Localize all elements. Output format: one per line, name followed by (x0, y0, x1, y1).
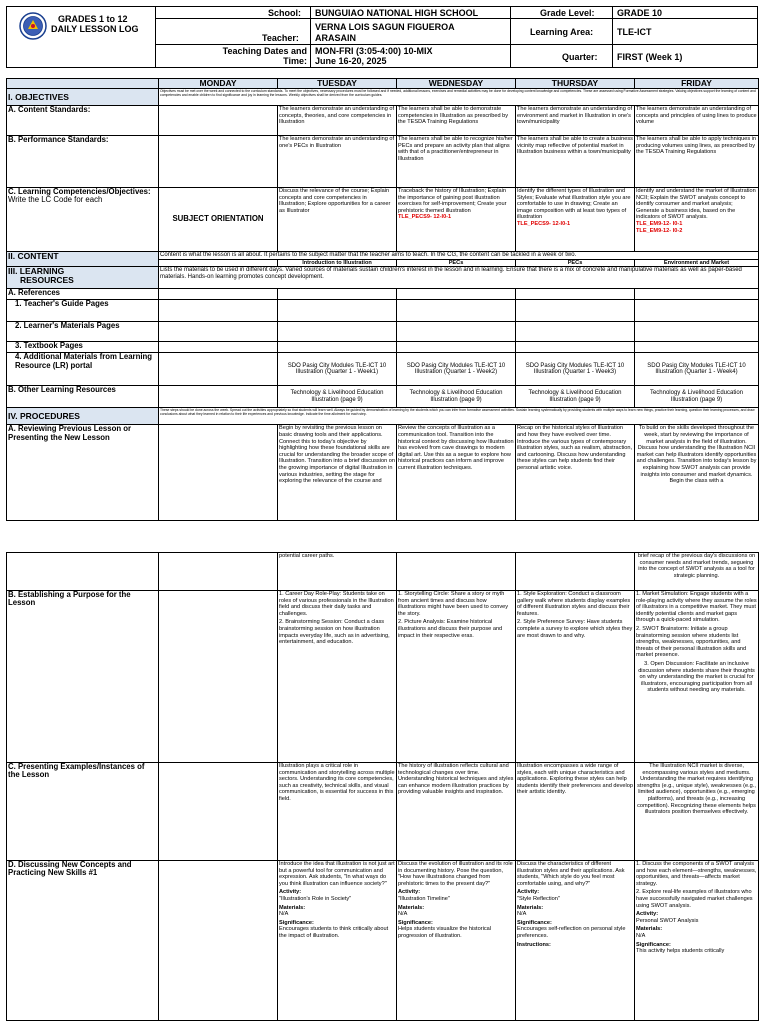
lm-thu (516, 322, 635, 342)
day-wednesday: WEDNESDAY (397, 79, 516, 89)
textbook-row (7, 342, 759, 353)
purpose-wed-1: 1. Storytelling Circle: Share a story or myth from ancient times and discuss how illustrations might have been used to convey the story. (398, 591, 509, 617)
learning-competencies-row (7, 188, 759, 252)
teacher-value-line1: VERNA LOIS SAGUN FIGUEROA (315, 22, 455, 32)
day-header-row (7, 79, 759, 89)
lc-fri-code-1: TLE_EM9-12- I0-1 (636, 220, 683, 227)
presenting-thu: Illustration encompasses a wide range of styles, each with unique characteristics and applications. Exploring these styles can help students identify their preferences and develop their artistic identity. (516, 763, 635, 861)
reviewing-cont-mon (159, 553, 278, 591)
content-note: Content is what the lesson is all about. It pertains to the subject matter that the teacher aims to teach. In the CG, the content can be tackled in a week or two. (159, 252, 759, 260)
discussing-row (7, 861, 759, 1021)
objectives-note: Objectives must be met over the week and connected to the curriculum standards. To meet the objectives, necessary procedures must be followed and if needed, additional lessons, exercises and remedial activities may be done for developing content knowledge and competencies. These are assessed using Formative Assessment strategies. Valuing objectives support the learning of content and competencies and enable children to find significance and joy in learning the lessons. Weekly objectives shall be derived from the curriculum guides. (159, 89, 759, 106)
other-fri: Technology & Livelihood Education Illustration (page 9) (635, 386, 759, 408)
discussing-fri-significance: This activity helps students critically (636, 948, 725, 955)
lm-tue (278, 322, 397, 342)
presenting-wed: The history of illustration reflects cultural and technological changes over time. Understanding historical techniques and styles can enhance modern illustration practices by providing valuable insights and inspiration. (397, 763, 516, 861)
presenting-row (7, 763, 759, 861)
deped-seal-icon (19, 12, 47, 40)
dates-label-line2: Time: (283, 56, 307, 66)
materials-label: Materials: (517, 904, 544, 911)
activity-label: Activity: (517, 889, 540, 896)
content-note-row (7, 252, 759, 260)
header-row-line (155, 18, 758, 19)
reviewing-cont-fri: brief recap of the previous day's discussions on consumer needs and market trends, segueing into the concept of SWOT analysis as a tool for strategic planning. (635, 553, 759, 591)
other-tue: Technology & Livelihood Education Illustration (page 9) (278, 386, 397, 408)
lm-wed (397, 322, 516, 342)
reviewing-cont-label (7, 553, 159, 591)
dates-value-line1: MON-FRI (3:05-4:00) 10-MIX (315, 46, 433, 56)
performance-standards-wed: The learners shall be able to recognize his/her PECs and prepare an activity plan that aligns with that of a practitioner/entrepreneur in Illustration (397, 136, 516, 188)
discussing-tue-materials: N/A (279, 911, 289, 918)
ref-fri (635, 289, 759, 300)
content-label: II. CONTENT (7, 252, 159, 267)
area-label: Learning Area: (530, 27, 594, 37)
discussing-fri-2: 2. Explore real-life examples of illustrators who have successfully navigated market challenges using SWOT analysis. (636, 889, 753, 909)
discussing-wed-text: Discuss the evolution of illustration and its role in documenting history. Pose the question, "How have illustrations changed from prehistoric times to the present day?" (398, 861, 513, 887)
significance-label: Significance: (279, 919, 314, 926)
day-friday: FRIDAY (635, 79, 759, 89)
tb-thu (516, 342, 635, 353)
lc-thu-text: Identify the different types of Illustration and Styles; Evaluate what illustration style you are comfortable to use in drawing; Create an image composition with at least two types of illustration (517, 188, 631, 221)
lesson-log-table (6, 78, 759, 521)
purpose-row (7, 591, 759, 763)
discussing-fri-activity: Personal SWOT Analysis (636, 917, 699, 924)
teacher-label: Teacher: (262, 33, 299, 43)
lc-wed-code: TLE_PECS9- 12-I0-1 (398, 214, 452, 221)
tg-tue (278, 300, 397, 322)
content-thu: PECs (516, 259, 635, 267)
subject-orientation: SUBJECT ORIENTATION (159, 188, 278, 252)
tb-tue (278, 342, 397, 353)
discussing-tue-text: Introduce the idea that illustration is not just art but a powerful tool for communication and expression. Ask students, "In what ways do you think illustration can influence society?" (279, 861, 395, 887)
dates-label-line1: Teaching Dates and (222, 46, 307, 56)
tb-wed (397, 342, 516, 353)
lc-code-instruction: Write the LC Code for each (8, 195, 103, 205)
references-row (7, 289, 759, 300)
learning-competencies-tue: Discuss the relevance of the course; Explain concepts and core competencies in Illustration; Explore opportunities for a career as Illustrator (278, 188, 397, 252)
discussing-mon (159, 861, 278, 1021)
textbook-label: 3. Textbook Pages (7, 342, 159, 353)
additional-materials-row (7, 353, 759, 386)
reviewing-label: A. Reviewing Previous Lesson or Presenting the New Lesson (7, 425, 159, 521)
additional-materials-label: 4. Additional Materials from Learning Resource (LR) portal (7, 353, 159, 386)
resources-row (7, 267, 759, 289)
teachers-guide-row (7, 300, 759, 322)
resources-label (7, 267, 159, 289)
purpose-thu-2: 2. Style Preference Survey: Have students complete a survey to explore which styles they are most drawn to and why. (517, 619, 633, 639)
lc-fri-text: Identify and understand the market of Illustration NCII; Explain the SWOT analysis concept to identify consumer and market analysis; Generate a business idea, based on the indicators of SWOT analysis. (636, 188, 756, 221)
purpose-tue (278, 591, 397, 763)
performance-standards-fri: The learners shall be able to apply techniques in producing volumes using lines, as prescribed by the TESDA Training Regulations (635, 136, 759, 188)
purpose-fri-1: 1. Market Simulation: Engage students with a role-playing activity where they assume the roles of illustrators in a competitive market. They must identify potential clients and market gaps through a quick-paced simulation. (636, 591, 757, 624)
teacher-value-line2: ARASAIN (315, 33, 357, 43)
performance-standards-label: B. Performance Standards: (7, 136, 159, 188)
content-fri: Environment and Market (635, 259, 759, 267)
purpose-fri-3: 3. Open Discussion: Facilitate an inclusive discussion where students share their thoughts on why understanding the market is crucial for illustrators, encouraging participation from all students without needing any materials. (638, 660, 755, 694)
reviewing-fri: To build on the skills developed throughout the week, start by reviewing the importance of market analysis in the field of illustration. Discuss how understanding the Illustration NCII market can help illustrators identify opportunities and challenges. Transition into today's lesson by explaining how SWOT analysis can provide insights into consumer and market dynamics. Begin the class with a (635, 425, 759, 521)
am-wed: SDO Pasig City Modules TLE-ICT 10 Illustration (Quarter 1 - Week2) (397, 353, 516, 386)
am-thu: SDO Pasig City Modules TLE-ICT 10 Illustration (Quarter 1 - Week3) (516, 353, 635, 386)
discussing-wed-materials: N/A (398, 911, 408, 918)
header-divider (510, 6, 511, 68)
learning-competencies-thu (516, 188, 635, 252)
performance-standards-tue: The learners demonstrate an understanding of one's PECs in Illustration (278, 136, 397, 188)
reviewing-cont-wed (397, 553, 516, 591)
procedures-note: These steps should be done across the week. Spread out the activities appropriately so that students will learn well. Always be guided by demonstration of learning by the students which you can infer from formative assessment activities. Sustain learning systematically by providing students with multiple ways to learn new things, practice their learning, question their learning processes, and draw conclusions about what they learned in relation to their life experiences and previous knowledge. Indicate the time allotment for each step. (159, 408, 759, 425)
lm-fri (635, 322, 759, 342)
presenting-tue: Illustration plays a critical role in communication and storytelling across multiple sectors. Understanding its core competencies, such as creativity, technical skills, and visual communication, is essential for success in this field. (278, 763, 397, 861)
tg-fri (635, 300, 759, 322)
content-standards-wed: The learners shall be able to demonstrate competencies in Illustration as prescribed by the TESDA Training Regulations (397, 106, 516, 136)
content-standards-mon (159, 106, 278, 136)
other-resources-label: B. Other Learning Resources (7, 386, 159, 408)
significance-label: Significance: (636, 941, 671, 948)
discussing-fri-1: 1. Discuss the components of a SWOT analysis and how each element—strengths, weaknesses, opportunities, and threats—affects market strategy. (636, 861, 757, 887)
objectives-row (7, 89, 759, 106)
discussing-wed-significance: Helps students visualize the historical progression of illustration. (398, 926, 491, 939)
tb-fri (635, 342, 759, 353)
content-standards-fri: The learners demonstrate an understanding of concepts and principles of using lines to produce volume (635, 106, 759, 136)
am-tue: SDO Pasig City Modules TLE-ICT 10 Illustration (Quarter 1 - Week1) (278, 353, 397, 386)
activity-label: Activity: (279, 889, 302, 896)
references-label: A. References (7, 289, 159, 300)
discussing-wed (397, 861, 516, 1021)
lc-wed-text: Traceback the history of Illustration; Explain the importance of gaining post illustration exercises for self-improvement; Create your prehistoric themed illustration (398, 188, 507, 214)
lc-thu-code: TLE_PECS9- 12-I0-1 (517, 220, 571, 227)
learning-competencies-title: C. Learning Competencies/Objectives: (8, 187, 151, 196)
header-divider (155, 6, 156, 68)
materials-label: Materials: (279, 904, 306, 911)
log-title-line1: GRADES 1 to 12 (58, 14, 128, 24)
discussing-fri (635, 861, 759, 1021)
lc-fri-code-2: TLE_EM9-12- I0-2 (636, 227, 683, 234)
purpose-thu-1: 1. Style Exploration: Conduct a classroom gallery walk where students display examples of different illustration styles and discuss their features. (517, 591, 631, 617)
tb-mon (159, 342, 278, 353)
discussing-thu (516, 861, 635, 1021)
school-label: School: (268, 8, 301, 18)
discussing-wed-activity: "Illustration Timeline" (398, 895, 450, 902)
discussing-fri-materials: N/A (636, 932, 646, 939)
purpose-label: B. Establishing a Purpose for the Lesson (7, 591, 159, 763)
materials-label: Materials: (398, 904, 425, 911)
reviewing-cont-tue: potential career paths. (278, 553, 397, 591)
other-mon (159, 386, 278, 408)
content-standards-tue: The learners demonstrate an understanding of concepts, theories, and core competencies in Illustration (278, 106, 397, 136)
log-title-line2: DAILY LESSON LOG (51, 24, 139, 34)
purpose-fri (635, 591, 759, 763)
reviewing-cont-row (7, 553, 759, 591)
header-divider (310, 6, 311, 68)
day-thursday: THURSDAY (516, 79, 635, 89)
purpose-wed (397, 591, 516, 763)
ref-wed (397, 289, 516, 300)
other-resources-row (7, 386, 759, 408)
activity-label: Activity: (636, 911, 659, 918)
header-divider (612, 6, 613, 68)
learners-materials-row (7, 322, 759, 342)
grade-label: Grade Level: (540, 8, 595, 18)
content-standards-row (7, 106, 759, 136)
quarter-label: Quarter: (562, 52, 598, 62)
reviewing-mon (159, 425, 278, 521)
other-thu: Technology & Livelihood Education Illustration (page 9) (516, 386, 635, 408)
content-wed: PECs (397, 259, 516, 267)
day-tuesday: TUESDAY (278, 79, 397, 89)
presenting-fri: The Illustration NCII market is diverse, encompassing various styles and mediums. Understanding the market requires identifying strengths (e.g., unique style), weaknesses (e.g., limited audience), opportunities (e.g., emerging platforms), and threats (e.g., increasing competition). Recognizing these elements helps illustrators position themselves effectively. (635, 763, 759, 861)
learning-competencies-fri (635, 188, 759, 252)
purpose-wed-2: 2. Picture Analysis: Examine historical illustrations and discuss their purpose and impact in their respective eras. (398, 619, 503, 639)
activity-label: Activity: (398, 889, 421, 896)
discussing-tue (278, 861, 397, 1021)
teachers-guide-label: 1. Teacher's Guide Pages (7, 300, 159, 322)
purpose-tue-1: 1. Career Day Role-Play: Students take on roles of various professionals in the Illustration field and discuss their daily tasks and challenges. (279, 591, 394, 617)
reviewing-row (7, 425, 759, 521)
materials-label: Materials: (636, 926, 663, 933)
content-mon (159, 259, 278, 267)
procedures-label: IV. PROCEDURES (7, 408, 159, 425)
discussing-tue-significance: Encourages students to think critically about the impact of illustration. (279, 926, 389, 939)
instructions-label: Instructions: (517, 941, 551, 948)
tg-wed (397, 300, 516, 322)
content-standards-label: A. Content Standards: (7, 106, 159, 136)
reviewing-tue: Begin by revisiting the previous lesson on basic drawing tools and their applications. Connect this to today's objective by highlighting how these foundational skills are crucial for understanding the broader scope of Illustration. Transition into a brief discussion on the growing importance of digital Illustration in various industries, setting the stage for exploring the relevance of the course and (278, 425, 397, 521)
resources-label-line2: RESOURCES (20, 275, 74, 286)
ref-mon (159, 289, 278, 300)
significance-label: Significance: (517, 919, 552, 926)
purpose-mon (159, 591, 278, 763)
dates-value-line2: June 16-20, 2025 (315, 56, 387, 66)
tg-thu (516, 300, 635, 322)
resources-label-line1: III. LEARNING (8, 266, 65, 277)
quarter-value: FIRST (Week 1) (617, 52, 683, 62)
learning-competencies-wed (397, 188, 516, 252)
grade-value: GRADE 10 (617, 8, 663, 18)
presenting-label: C. Presenting Examples/Instances of the Lesson (7, 763, 159, 861)
performance-standards-thu: The learners shall be able to create a business vicinity map reflective of potential market in Illustration business within a town/municipality (516, 136, 635, 188)
discussing-thu-text: Discuss the characteristics of different illustration styles and their applications. Ask students, "Which style do you feel most comfortable using, and why?" (517, 861, 625, 887)
purpose-thu (516, 591, 635, 763)
purpose-fri-2: 2. SWOT Brainstorm: Initiate a group brainstorming session where students list strengths, weaknesses, opportunities, and threats of their personal illustration skills and market presence. (636, 625, 747, 659)
presenting-mon (159, 763, 278, 861)
discussing-thu-activity: "Style Reflection" (517, 895, 560, 902)
tg-mon (159, 300, 278, 322)
reviewing-thu: Recap on the historical styles of Illustration and how they have evolved over time. Introduce the various types of contemporary illustration styles, such as realism, abstraction, and cartooning. Discuss how understanding these styles can help students find their personal artistic voice. (516, 425, 635, 521)
procedures-row (7, 408, 759, 425)
purpose-tue-2: 2. Brainstorming Session: Conduct a class brainstorming session on how illustration impacts everyday life, such as in advertising, entertainment, and education. (279, 619, 390, 646)
performance-standards-row (7, 136, 759, 188)
day-monday: MONDAY (159, 79, 278, 89)
discussing-thu-significance: Encourages self-reflection on personal style preferences. (517, 926, 626, 939)
ref-tue (278, 289, 397, 300)
lesson-log-table-page2 (6, 552, 759, 1021)
resources-note: Lists the materials to be used in different days. Varied sources of materials sustain children's interest in the lesson and in learning. Ensure that there is a mix of concrete and manipulative materials as well as paper-based materials. Hands-on learning promotes concept development. (159, 267, 759, 289)
reviewing-wed: Review the concepts of Illustration as a communication tool. Transition into the historical context by discussing how Illustration has evolved from cave drawings to modern digital art. Use this as a segue to explore how historical practices can inform and improve current illustration techniques. (397, 425, 516, 521)
objectives-label: I. OBJECTIVES (7, 89, 159, 106)
school-value: BUNGUIAO NATIONAL HIGH SCHOOL (315, 8, 479, 18)
learners-materials-label: 2. Learner's Materials Pages (7, 322, 159, 342)
significance-label: Significance: (398, 919, 433, 926)
header-row-line (155, 44, 758, 45)
content-standards-thu: The learners demonstrate an understanding of environment and market in Illustration in one's town/municipality (516, 106, 635, 136)
lm-mon (159, 322, 278, 342)
am-fri: SDO Pasig City Modules TLE-ICT 10 Illustration (Quarter 1 - Week4) (635, 353, 759, 386)
performance-standards-mon (159, 136, 278, 188)
discussing-tue-activity: "Illustration's Role in Society" (279, 895, 352, 902)
area-value: TLE-ICT (617, 27, 652, 37)
other-wed: Technology & Livelihood Education Illustration (page 9) (397, 386, 516, 408)
content-tue: Introduction to Illustration (278, 259, 397, 267)
discussing-thu-materials: N/A (517, 911, 527, 918)
learning-competencies-label (7, 188, 159, 252)
am-mon (159, 353, 278, 386)
ref-thu (516, 289, 635, 300)
blank-cell (7, 79, 159, 89)
discussing-label: D. Discussing New Concepts and Practicing New Skills #1 (7, 861, 159, 1021)
reviewing-cont-thu (516, 553, 635, 591)
